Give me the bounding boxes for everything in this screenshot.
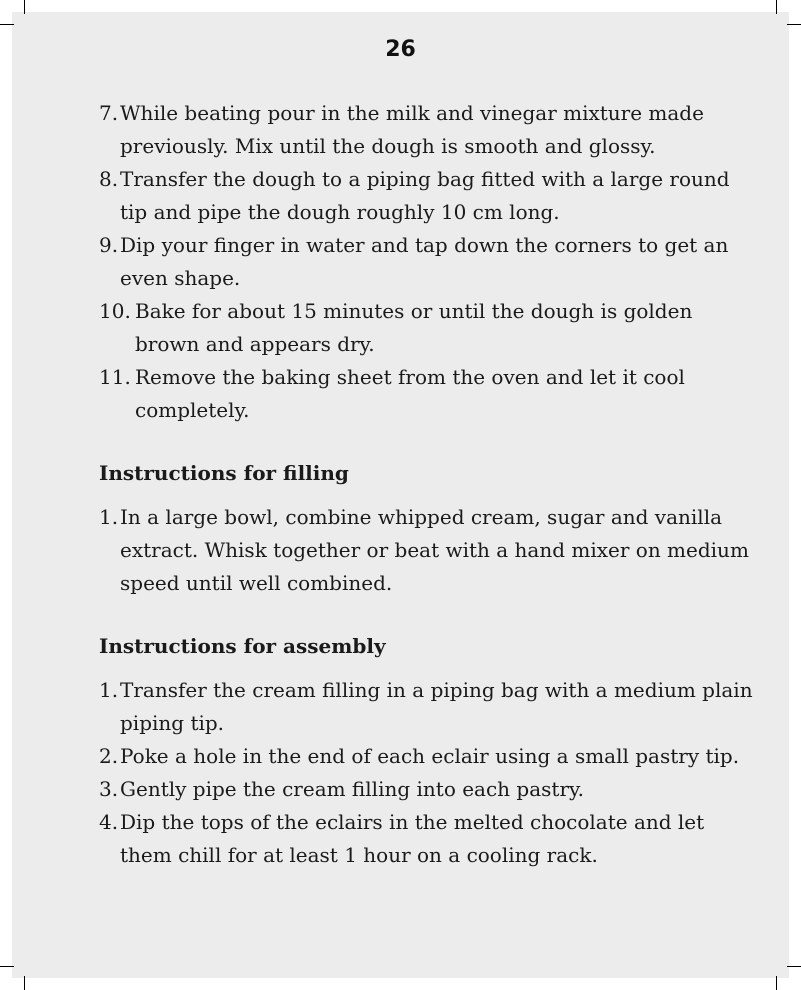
crop-mark-right-bottom <box>787 966 801 967</box>
list-item <box>99 773 759 806</box>
crop-mark-left-top <box>0 24 14 25</box>
step-text: Transfer the cream filling in a piping bag with a medium plain piping tip. <box>120 678 753 735</box>
list-item <box>99 740 759 773</box>
list-item <box>99 361 759 427</box>
page-number: 26 <box>385 37 416 62</box>
step-number: 7. <box>99 101 119 125</box>
list-item <box>99 806 759 872</box>
filling-steps-list <box>99 501 759 600</box>
step-number: 8. <box>99 167 119 191</box>
step-text: Bake for about 15 minutes or until the dough is golden brown and appears dry. <box>135 299 693 356</box>
crop-mark-bottom-left <box>24 976 25 990</box>
crop-mark-top-left <box>24 0 25 14</box>
list-item <box>99 295 759 361</box>
list-item <box>99 229 759 295</box>
step-number: 9. <box>99 233 119 257</box>
method-steps-list <box>99 97 759 427</box>
step-text: Poke a hole in the end of each eclair using a small pastry tip. <box>120 744 740 768</box>
step-text: Dip your finger in water and tap down the corners to get an even shape. <box>120 233 729 290</box>
list-item <box>99 501 759 600</box>
step-number: 3. <box>99 777 119 801</box>
step-text: Gently pipe the cream filling into each pastry. <box>120 777 585 801</box>
step-text: In a large bowl, combine whipped cream, sugar and vanilla extract. Whisk together or beat with a hand mixer on medium speed until well combined. <box>120 505 749 595</box>
filling-heading: Instructions for filling <box>99 461 349 485</box>
step-number: 1. <box>99 505 119 529</box>
step-text: Dip the tops of the eclairs in the melted chocolate and let them chill for at least 1 hour on a cooling rack. <box>120 810 705 867</box>
step-number: 11. <box>99 365 131 389</box>
step-number: 2. <box>99 744 119 768</box>
step-number: 4. <box>99 810 119 834</box>
assembly-heading: Instructions for assembly <box>99 634 386 658</box>
crop-mark-bottom-right <box>776 976 777 990</box>
crop-mark-left-bottom <box>0 966 14 967</box>
list-item <box>99 97 759 163</box>
assembly-steps-list <box>99 674 759 872</box>
list-item <box>99 163 759 229</box>
step-text: While beating pour in the milk and vinegar mixture made previously. Mix until the dough is smooth and glossy. <box>120 101 704 158</box>
list-item <box>99 674 759 740</box>
step-text: Remove the baking sheet from the oven and let it cool completely. <box>135 365 685 422</box>
step-number: 10. <box>99 299 131 323</box>
step-number: 1. <box>99 678 119 702</box>
step-text: Transfer the dough to a piping bag fitted with a large round tip and pipe the dough roughly 10 cm long. <box>120 167 730 224</box>
crop-mark-right-top <box>787 24 801 25</box>
recipe-content <box>99 97 759 872</box>
crop-mark-top-right <box>776 0 777 14</box>
